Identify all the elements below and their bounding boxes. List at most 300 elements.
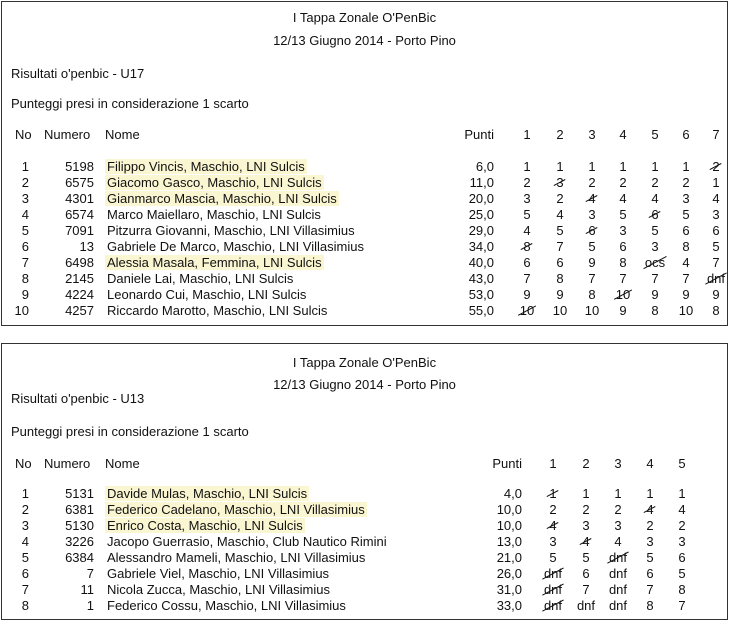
race-score: 5 — [588, 239, 596, 254]
cell-race-1 — [511, 271, 543, 286]
results-table-u17 — [1, 1, 728, 326]
race-score: 5 — [523, 207, 531, 222]
cell-numero: 6498 — [65, 255, 94, 270]
table-row — [2, 566, 727, 581]
race-score: 5 — [619, 207, 627, 222]
cell-race-3 — [602, 518, 634, 533]
cell-no: 6 — [21, 566, 29, 581]
cell-race-3 — [576, 223, 608, 238]
cell-race-1 — [537, 486, 569, 501]
cell-race-6 — [670, 175, 702, 190]
cell-race-5 — [666, 486, 698, 501]
table-row — [2, 207, 727, 222]
table-row — [2, 303, 727, 318]
race-score: 2 — [651, 175, 659, 190]
race-score: 2 — [556, 191, 564, 206]
cell-numero: 7091 — [65, 223, 94, 238]
header-no: No — [15, 127, 32, 142]
cell-race-6 — [670, 271, 702, 286]
race-score: 10 — [584, 303, 600, 318]
header-race-6: 6 — [682, 127, 690, 142]
cell-numero: 6381 — [65, 502, 94, 517]
cell-nome: Gabriele Viel, Maschio, LNI Villasimius — [107, 566, 330, 581]
cell-race-2 — [544, 159, 576, 174]
race-score: 9 — [588, 255, 596, 270]
race-score: 6 — [646, 566, 654, 581]
race-score: 8 — [682, 239, 690, 254]
race-score: 7 — [712, 255, 720, 270]
race-score: 7 — [556, 239, 564, 254]
cell-race-2 — [544, 207, 576, 222]
cell-race-4 — [634, 582, 666, 597]
cell-no: 6 — [21, 239, 29, 254]
race-score: 8 — [556, 271, 564, 286]
cell-race-6 — [670, 207, 702, 222]
discarded-score: 4 — [549, 518, 557, 533]
cell-nome: Alessandro Mameli, Maschio, LNI Villasimius — [107, 550, 366, 565]
cell-race-2 — [544, 223, 576, 238]
cell-race-4 — [634, 550, 666, 565]
cell-punti: 55,0 — [468, 303, 494, 318]
race-score: 3 — [678, 534, 686, 549]
cell-race-3 — [602, 582, 634, 597]
cell-numero: 4257 — [65, 303, 94, 318]
discarded-score: dnf — [543, 598, 563, 613]
race-score: 8 — [712, 303, 720, 318]
cell-race-4 — [607, 191, 639, 206]
cell-nome: Marco Maiellaro, Maschio, LNI Sulcis — [107, 207, 321, 222]
race-score: 7 — [619, 271, 627, 286]
cell-numero: 6574 — [65, 207, 94, 222]
cell-race-7 — [700, 303, 730, 318]
table-row — [2, 582, 727, 597]
race-score: 1 — [646, 486, 654, 501]
cell-nome: Jacopo Guerrasio, Maschio, Club Nautico Rimini — [107, 534, 387, 549]
discard-note: Punteggi presi in considerazione 1 scarto — [11, 96, 249, 111]
cell-nome: Pitzurra Giovanni, Maschio, LNI Villasimius — [107, 223, 355, 238]
cell-punti: 26,0 — [496, 566, 522, 581]
cell-race-4 — [607, 239, 639, 254]
cell-race-3 — [576, 207, 608, 222]
header-race-1: 1 — [549, 456, 557, 471]
cell-race-6 — [670, 159, 702, 174]
race-score: 6 — [682, 223, 690, 238]
cell-race-6 — [670, 287, 702, 302]
cell-no: 4 — [21, 207, 29, 222]
race-score: 2 — [549, 502, 557, 517]
event-date: 12/13 Giugno 2014 - Porto Pino — [273, 33, 456, 48]
race-score: 4 — [678, 502, 686, 517]
cell-punti: 53,0 — [468, 287, 494, 302]
cell-race-1 — [511, 159, 543, 174]
header-race-3: 3 — [614, 456, 622, 471]
discarded-score: 10 — [519, 303, 535, 318]
race-score: dnf — [608, 566, 628, 581]
cell-numero: 3226 — [65, 534, 94, 549]
race-score: 10 — [552, 303, 568, 318]
race-score: 9 — [619, 303, 627, 318]
race-score: 4 — [523, 223, 531, 238]
cell-race-5 — [666, 598, 698, 613]
race-score: 3 — [646, 534, 654, 549]
cell-nome: Filippo Vincis, Maschio, LNI Sulcis — [107, 159, 305, 174]
cell-nome: Davide Mulas, Maschio, LNI Sulcis — [107, 486, 308, 501]
cell-race-5 — [639, 175, 671, 190]
results-label: Risultati o'penbic - U13 — [11, 391, 145, 406]
race-score: 9 — [682, 287, 690, 302]
cell-numero: 4301 — [65, 191, 94, 206]
cell-numero: 5130 — [65, 518, 94, 533]
header-row — [2, 456, 727, 471]
race-score: 5 — [549, 550, 557, 565]
race-score: 7 — [682, 271, 690, 286]
cell-race-1 — [511, 175, 543, 190]
race-score: 1 — [614, 486, 622, 501]
table-row — [2, 502, 727, 517]
cell-nome: Alessia Masala, Femmina, LNI Sulcis — [107, 255, 322, 270]
race-score: 4 — [682, 255, 690, 270]
race-score: 1 — [682, 159, 690, 174]
cell-numero: 5131 — [65, 486, 94, 501]
cell-punti: 43,0 — [468, 271, 494, 286]
cell-no: 8 — [21, 271, 29, 286]
cell-race-3 — [602, 534, 634, 549]
race-score: 4 — [712, 191, 720, 206]
header-punti: Punti — [492, 456, 522, 471]
cell-race-1 — [511, 207, 543, 222]
cell-race-1 — [511, 191, 543, 206]
race-score: 6 — [619, 239, 627, 254]
cell-race-5 — [666, 582, 698, 597]
race-score: 5 — [646, 550, 654, 565]
cell-race-1 — [537, 566, 569, 581]
cell-race-7 — [700, 223, 730, 238]
cell-race-5 — [639, 255, 671, 270]
race-score: 1 — [712, 175, 720, 190]
cell-numero: 1 — [86, 598, 94, 613]
discarded-score: dnf — [543, 566, 563, 581]
discard-note: Punteggi presi in considerazione 1 scarto — [11, 424, 249, 439]
event-title: I Tappa Zonale O'PenBic — [292, 10, 437, 25]
cell-race-4 — [607, 175, 639, 190]
race-score: dnf — [576, 598, 596, 613]
cell-numero: 7 — [86, 566, 94, 581]
race-score: 1 — [556, 159, 564, 174]
discarded-score: 10 — [615, 287, 631, 302]
table-row — [2, 518, 727, 533]
cell-race-2 — [544, 239, 576, 254]
race-score: dnf — [608, 598, 628, 613]
race-score: 3 — [614, 518, 622, 533]
race-score: 6 — [582, 566, 590, 581]
race-score: 6 — [523, 255, 531, 270]
race-score: 2 — [678, 518, 686, 533]
cell-race-2 — [570, 518, 602, 533]
cell-nome: Giacomo Gasco, Maschio, LNI Sulcis — [107, 175, 322, 190]
table-row — [2, 271, 727, 286]
header-nome: Nome — [105, 127, 140, 142]
cell-punti: 40,0 — [468, 255, 494, 270]
race-score: 1 — [651, 159, 659, 174]
cell-race-3 — [602, 486, 634, 501]
cell-race-3 — [602, 502, 634, 517]
cell-race-2 — [570, 598, 602, 613]
header-race-4: 4 — [646, 456, 654, 471]
cell-race-3 — [576, 175, 608, 190]
cell-no: 9 — [21, 287, 29, 302]
cell-race-4 — [607, 207, 639, 222]
cell-race-4 — [607, 287, 639, 302]
cell-race-3 — [602, 550, 634, 565]
race-score: 4 — [556, 207, 564, 222]
cell-race-3 — [576, 255, 608, 270]
cell-punti: 20,0 — [468, 191, 494, 206]
race-score: 7 — [588, 271, 596, 286]
header-race-4: 4 — [619, 127, 627, 142]
cell-no: 1 — [21, 486, 29, 501]
race-score: 9 — [556, 287, 564, 302]
cell-race-4 — [634, 534, 666, 549]
cell-race-2 — [544, 303, 576, 318]
race-score: 5 — [682, 207, 690, 222]
race-score: 4 — [614, 534, 622, 549]
cell-race-2 — [544, 271, 576, 286]
cell-no: 3 — [21, 191, 29, 206]
cell-race-2 — [570, 534, 602, 549]
cell-race-1 — [537, 550, 569, 565]
race-score: 2 — [582, 502, 590, 517]
cell-nome: Gianmarco Mascia, Maschio, LNI Sulcis — [107, 191, 337, 206]
cell-race-2 — [544, 287, 576, 302]
race-score: 4 — [651, 191, 659, 206]
race-score: 2 — [614, 502, 622, 517]
cell-race-5 — [639, 239, 671, 254]
discarded-score: 3 — [556, 175, 564, 190]
race-score: 1 — [582, 486, 590, 501]
header-numero: Numero — [44, 456, 91, 471]
cell-race-5 — [639, 191, 671, 206]
event-title: I Tappa Zonale O'PenBic — [292, 355, 437, 370]
cell-numero: 5198 — [65, 159, 94, 174]
cell-race-5 — [639, 271, 671, 286]
race-score: 8 — [678, 582, 686, 597]
cell-punti: 31,0 — [496, 582, 522, 597]
cell-race-3 — [602, 598, 634, 613]
race-score: 3 — [682, 191, 690, 206]
header-nome: Nome — [105, 456, 140, 471]
table-row — [2, 550, 727, 565]
race-score: 6 — [678, 550, 686, 565]
cell-punti: 11,0 — [469, 175, 494, 190]
cell-race-1 — [537, 534, 569, 549]
discarded-score: 4 — [646, 502, 654, 517]
cell-race-4 — [634, 486, 666, 501]
race-score: 4 — [619, 191, 627, 206]
cell-race-4 — [634, 502, 666, 517]
cell-race-4 — [634, 566, 666, 581]
header-race-5: 5 — [678, 456, 686, 471]
race-score: 10 — [678, 303, 694, 318]
cell-no: 7 — [21, 582, 29, 597]
cell-race-6 — [670, 303, 702, 318]
discarded-score: 8 — [523, 239, 531, 254]
table-row — [2, 223, 727, 238]
race-score: 1 — [588, 159, 596, 174]
race-score: 3 — [549, 534, 557, 549]
cell-nome: Enrico Costa, Maschio, LNI Sulcis — [107, 518, 303, 533]
race-score: 7 — [523, 271, 531, 286]
cell-race-4 — [607, 223, 639, 238]
cell-race-5 — [639, 287, 671, 302]
header-no: No — [15, 456, 32, 471]
cell-no: 4 — [21, 534, 29, 549]
cell-race-6 — [670, 255, 702, 270]
table-row — [2, 534, 727, 549]
cell-nome: Daniele Lai, Maschio, LNI Sulcis — [107, 271, 294, 286]
cell-nome: Federico Cossu, Maschio, LNI Villasimius — [107, 598, 346, 613]
discarded-score: ocs — [644, 255, 666, 270]
table-row — [2, 159, 727, 174]
race-score: 1 — [619, 159, 627, 174]
cell-race-2 — [570, 566, 602, 581]
cell-no: 5 — [21, 223, 29, 238]
race-score: 9 — [712, 287, 720, 302]
race-score: 5 — [556, 223, 564, 238]
cell-no: 3 — [21, 518, 29, 533]
cell-punti: 4,0 — [503, 486, 522, 501]
cell-race-7 — [700, 271, 730, 286]
race-score: 2 — [523, 175, 531, 190]
race-score: 2 — [619, 175, 627, 190]
race-score: 6 — [712, 223, 720, 238]
cell-no: 5 — [21, 550, 29, 565]
cell-numero: 13 — [79, 239, 94, 254]
results-label: Risultati o'penbic - U17 — [11, 66, 145, 81]
cell-race-6 — [670, 239, 702, 254]
cell-numero: 2145 — [65, 271, 94, 286]
cell-no: 1 — [21, 159, 29, 174]
cell-race-2 — [544, 255, 576, 270]
race-score: 3 — [651, 239, 659, 254]
cell-race-1 — [537, 582, 569, 597]
cell-race-6 — [670, 223, 702, 238]
race-score: 5 — [678, 566, 686, 581]
header-race-7: 7 — [712, 127, 720, 142]
cell-numero: 11 — [80, 582, 94, 597]
cell-race-5 — [666, 534, 698, 549]
cell-race-5 — [639, 223, 671, 238]
race-score: 9 — [651, 287, 659, 302]
cell-race-2 — [570, 486, 602, 501]
cell-punti: 25,0 — [468, 207, 494, 222]
race-score: 8 — [588, 287, 596, 302]
cell-nome: Riccardo Marotto, Maschio, LNI Sulcis — [107, 303, 328, 318]
race-score: 8 — [619, 255, 627, 270]
cell-numero: 6384 — [65, 550, 94, 565]
race-score: 3 — [619, 223, 627, 238]
race-score: 7 — [651, 271, 659, 286]
race-score: 3 — [712, 207, 720, 222]
race-score: 3 — [582, 518, 590, 533]
cell-race-5 — [639, 303, 671, 318]
cell-race-4 — [634, 518, 666, 533]
race-score: 8 — [651, 303, 659, 318]
cell-race-7 — [700, 255, 730, 270]
table-row — [2, 287, 727, 302]
cell-race-4 — [607, 255, 639, 270]
cell-punti: 6,0 — [475, 159, 494, 174]
cell-race-3 — [576, 239, 608, 254]
cell-punti: 33,0 — [496, 598, 522, 613]
cell-no: 7 — [21, 255, 29, 270]
cell-race-1 — [537, 518, 569, 533]
cell-race-3 — [576, 191, 608, 206]
discarded-score: dnf — [543, 582, 563, 597]
cell-race-3 — [576, 287, 608, 302]
race-score: 1 — [678, 486, 686, 501]
table-row — [2, 175, 727, 190]
cell-punti: 34,0 — [468, 239, 494, 254]
race-score: 2 — [646, 518, 654, 533]
cell-race-1 — [511, 287, 543, 302]
race-score: 3 — [523, 191, 531, 206]
cell-race-3 — [576, 303, 608, 318]
race-score: 1 — [523, 159, 531, 174]
header-race-1: 1 — [523, 127, 531, 142]
cell-nome: Nicola Zucca, Maschio, LNI Villasimius — [107, 582, 330, 597]
cell-no: 2 — [21, 502, 29, 517]
cell-punti: 29,0 — [468, 223, 494, 238]
cell-race-7 — [700, 287, 730, 302]
cell-numero: 4224 — [65, 287, 94, 302]
cell-race-7 — [700, 159, 730, 174]
cell-nome: Leonardo Cui, Maschio, LNI Sulcis — [107, 287, 307, 302]
race-score: 8 — [646, 598, 654, 613]
cell-race-4 — [607, 303, 639, 318]
cell-race-5 — [666, 518, 698, 533]
discarded-score: dnf — [608, 550, 628, 565]
cell-race-1 — [537, 598, 569, 613]
cell-race-7 — [700, 175, 730, 190]
cell-race-5 — [666, 550, 698, 565]
race-score: 9 — [523, 287, 531, 302]
race-score: 5 — [651, 223, 659, 238]
results-table-u13 — [1, 343, 728, 620]
discarded-score: 2 — [712, 159, 720, 174]
cell-race-1 — [511, 223, 543, 238]
cell-race-2 — [570, 582, 602, 597]
discarded-score: 4 — [582, 534, 590, 549]
cell-race-4 — [607, 271, 639, 286]
header-race-2: 2 — [556, 127, 564, 142]
cell-punti: 21,0 — [496, 550, 522, 565]
cell-nome: Federico Cadelano, Maschio, LNI Villasimius — [107, 502, 365, 517]
cell-race-3 — [602, 566, 634, 581]
discarded-score: 6 — [651, 207, 659, 222]
cell-no: 2 — [21, 175, 29, 190]
race-score: 7 — [646, 582, 654, 597]
cell-punti: 13,0 — [496, 534, 522, 549]
cell-race-2 — [570, 550, 602, 565]
cell-race-7 — [700, 191, 730, 206]
cell-race-5 — [666, 566, 698, 581]
cell-race-1 — [511, 303, 543, 318]
race-score: 6 — [556, 255, 564, 270]
table-row — [2, 239, 727, 254]
cell-race-1 — [511, 239, 543, 254]
discarded-score: 1 — [549, 486, 557, 501]
cell-race-2 — [544, 175, 576, 190]
